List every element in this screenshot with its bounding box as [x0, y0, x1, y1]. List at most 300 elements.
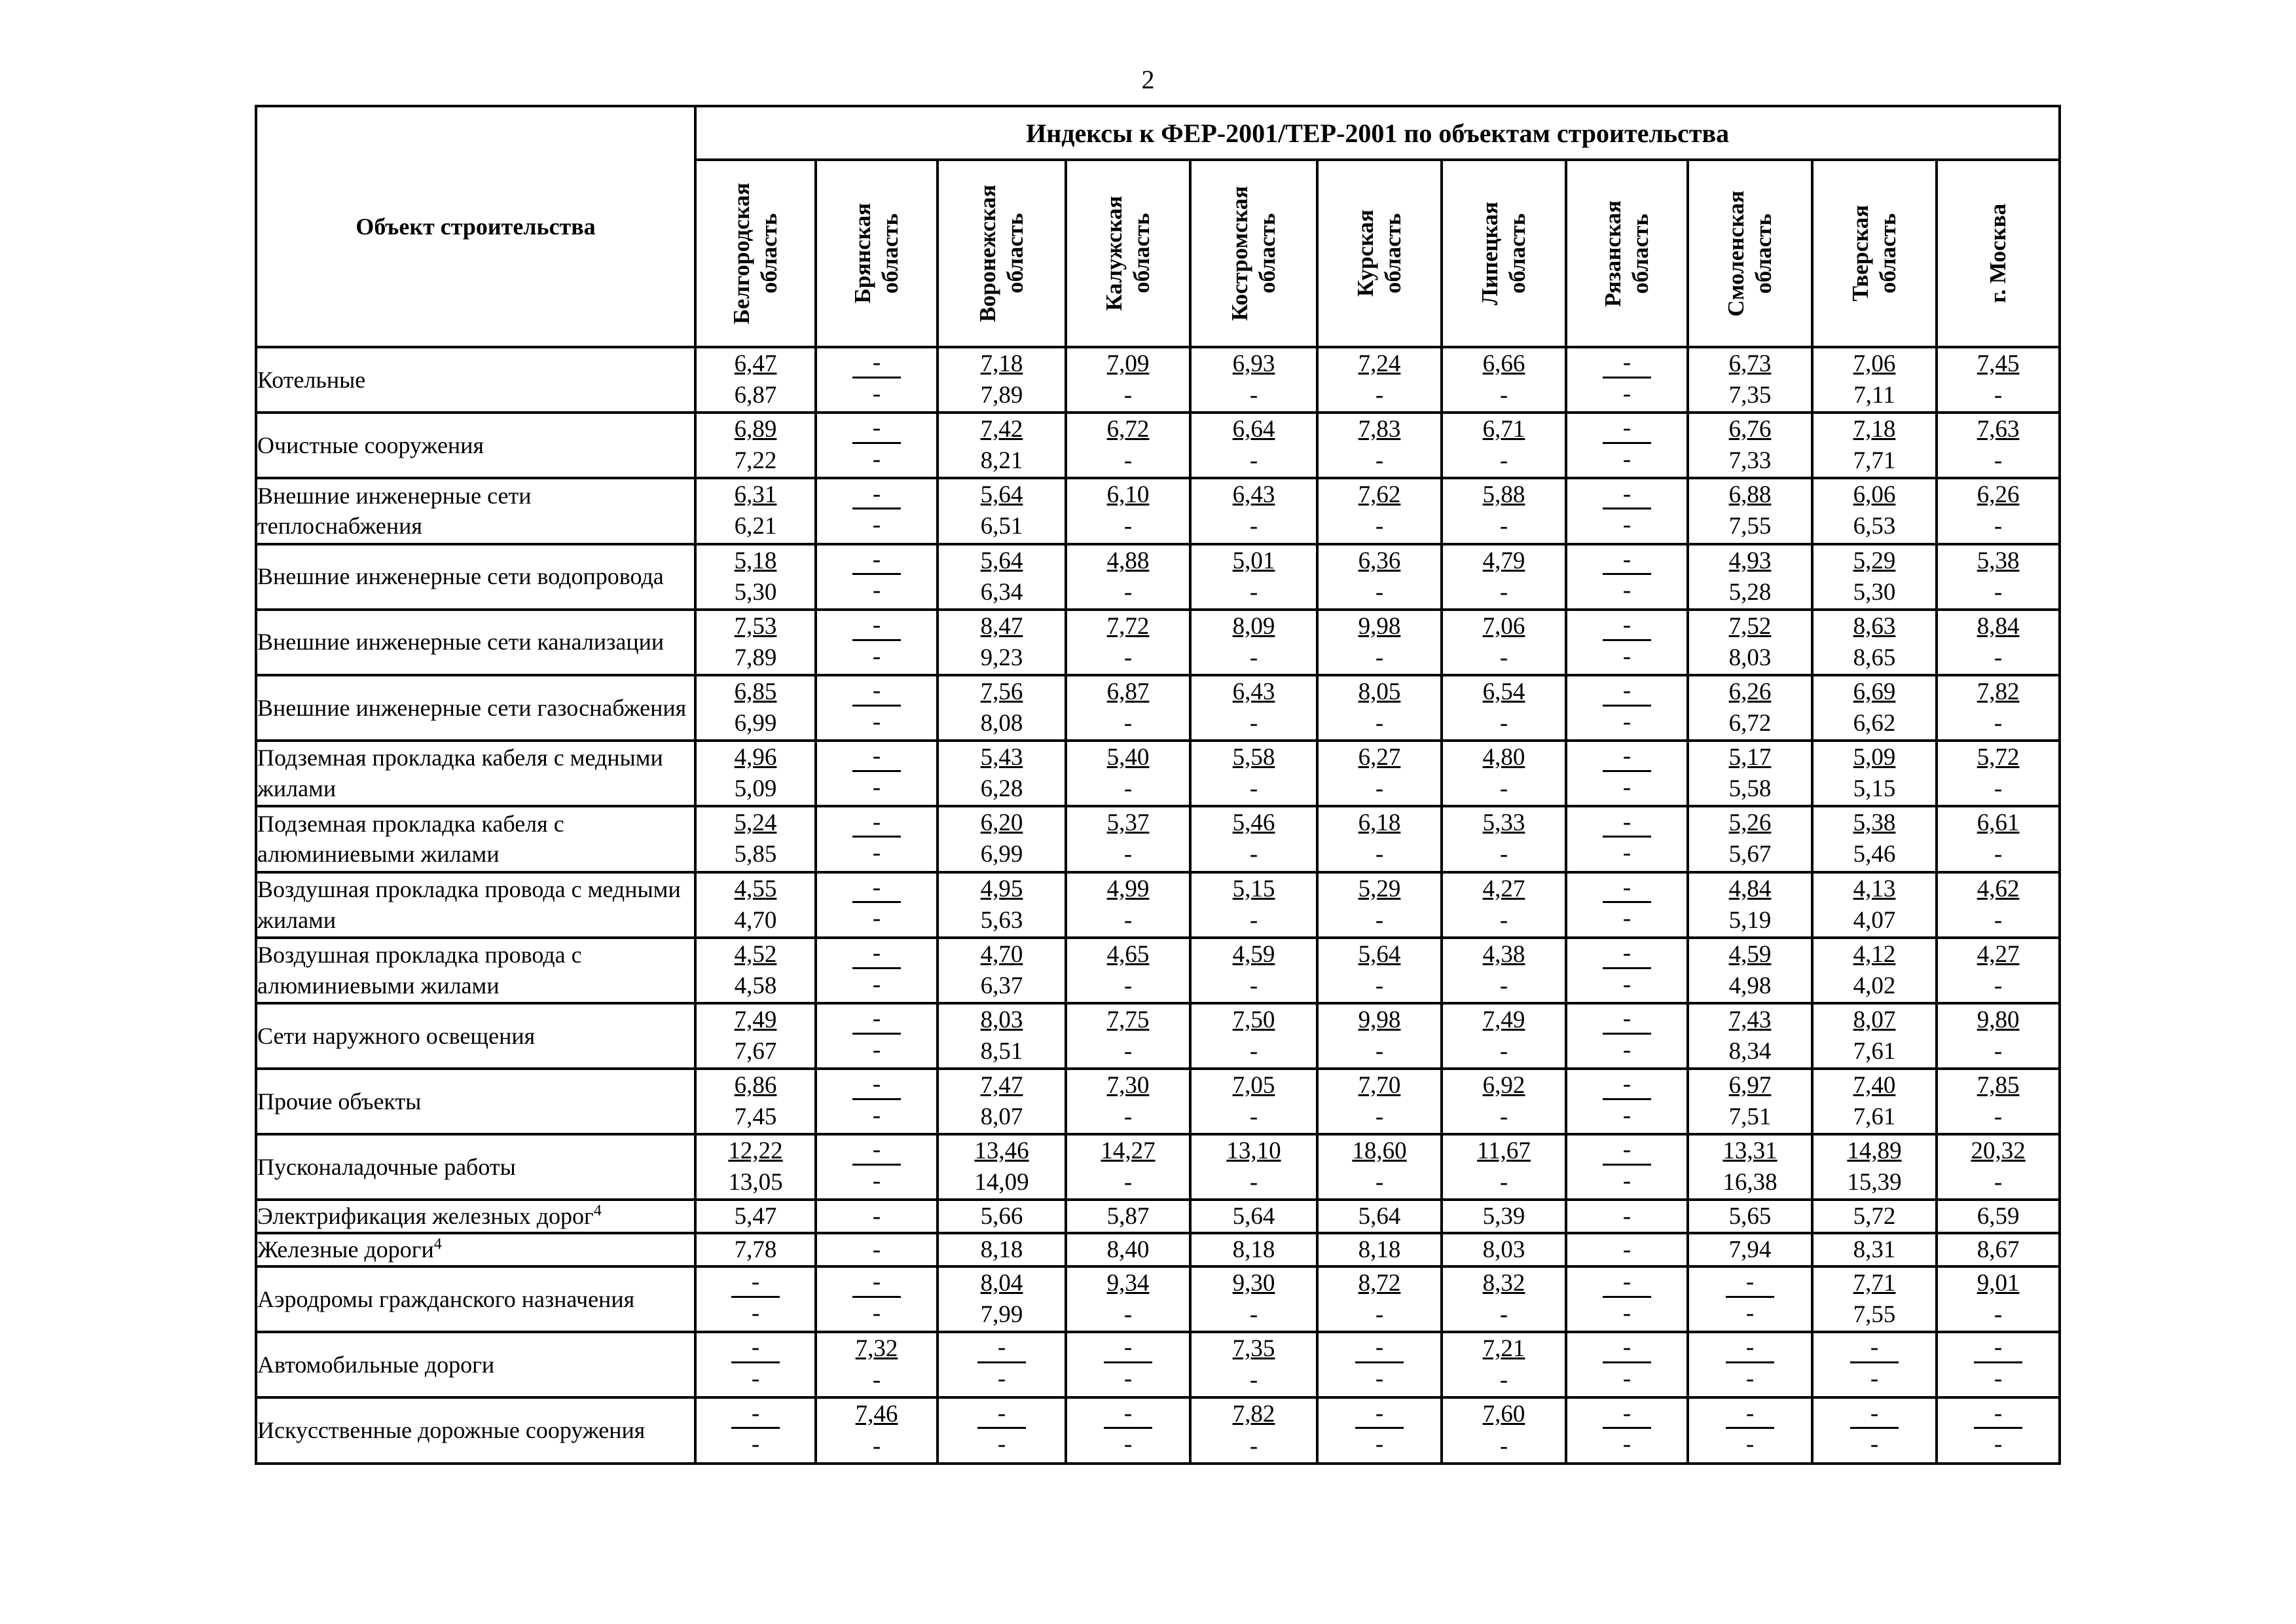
index-current-value: 8,47 — [980, 612, 1023, 640]
footnote-marker: 4 — [593, 1202, 602, 1220]
object-name — [256, 1397, 695, 1463]
index-value-cell — [1190, 741, 1317, 806]
index-value: 7,78 — [734, 1236, 777, 1264]
index-value-cell — [1317, 1069, 1442, 1134]
index-current-value: 7,49 — [734, 1006, 777, 1033]
index-current-value: 8,04 — [980, 1270, 1023, 1297]
index-second-value: - — [1249, 906, 1258, 934]
region-name: Липецкая область — [1477, 201, 1530, 306]
index-value-cell — [695, 347, 816, 413]
index-second-value: 16,38 — [1722, 1169, 1777, 1196]
index-second-value: - — [1375, 841, 1384, 868]
index-current-value: 9,30 — [1232, 1270, 1275, 1297]
index-value-cell — [695, 938, 816, 1003]
index-second-value: - — [1622, 446, 1631, 473]
index-value-cell — [1190, 413, 1317, 478]
index-current-value: 7,32 — [855, 1335, 898, 1363]
index-value-cell — [695, 1397, 816, 1463]
index-current-value: 7,63 — [1977, 416, 2020, 443]
index-current-value: - — [1104, 1335, 1152, 1363]
index-value-cell — [1442, 478, 1566, 544]
index-current-value: 5,64 — [980, 547, 1023, 574]
index-second-value: - — [1994, 513, 2003, 540]
index-value-cell — [1566, 1266, 1688, 1332]
index-second-value: 6,62 — [1853, 710, 1896, 737]
index-current-value: 5,24 — [734, 809, 777, 837]
index-value-cell — [1812, 1332, 1937, 1397]
index-value-cell — [1190, 544, 1317, 610]
index-current-value: - — [731, 1401, 780, 1430]
index-value-cell — [1566, 1134, 1688, 1200]
index-current-value: 6,72 — [1106, 416, 1150, 443]
index-second-value: 6,34 — [980, 578, 1023, 606]
index-second-value: - — [1249, 1432, 1258, 1460]
index-second-value: 8,34 — [1728, 1037, 1772, 1065]
index-value-cell — [1190, 1200, 1317, 1233]
index-value-cell — [1442, 413, 1566, 478]
index-value-cell — [1566, 938, 1688, 1003]
object-name-text: Внешние инженерные сети газоснабжения — [257, 694, 687, 721]
index-second-value: - — [1994, 710, 2003, 737]
index-value-cell — [1442, 1332, 1566, 1397]
index-current-value: 7,30 — [1106, 1072, 1150, 1099]
index-second-value: - — [872, 1036, 881, 1063]
index-value-cell — [1688, 1332, 1812, 1397]
object-name — [256, 1266, 695, 1332]
index-value-cell — [1937, 872, 2060, 938]
object-name-text: Воздушная прокладка провода с медными жилами — [257, 876, 681, 933]
index-value-cell — [1190, 806, 1317, 872]
index-current-value: - — [852, 875, 901, 904]
index-second-value: 8,03 — [1728, 644, 1772, 671]
index-second-value: 8,21 — [980, 447, 1023, 475]
index-value-cell — [695, 1233, 816, 1266]
index-value-cell — [938, 675, 1066, 741]
table-row — [256, 1233, 2060, 1266]
index-second-value: - — [1499, 644, 1508, 671]
index-second-value: 5,15 — [1853, 775, 1896, 803]
index-second-value: - — [997, 1365, 1006, 1393]
index-second-value: - — [1499, 1301, 1508, 1329]
index-current-value: 4,99 — [1106, 875, 1150, 902]
index-current-value: 6,54 — [1482, 678, 1525, 705]
index-second-value: - — [1622, 1431, 1631, 1458]
index-value-cell — [1937, 347, 2060, 413]
region-name: Брянская область — [850, 203, 903, 304]
index-current-value: 6,71 — [1482, 416, 1525, 443]
index-current-value: 5,33 — [1482, 809, 1525, 837]
index-value-cell — [1688, 806, 1812, 872]
object-name-text: Прочие объекты — [257, 1088, 422, 1115]
index-value-cell — [1566, 478, 1688, 544]
index-second-value: 7,45 — [734, 1103, 777, 1131]
index-current-value: 7,47 — [980, 1072, 1023, 1099]
index-current-value: 5,46 — [1232, 809, 1275, 837]
index-current-value: 6,47 — [734, 350, 777, 377]
index-value-cell — [1812, 478, 1937, 544]
index-second-value: - — [1123, 775, 1133, 803]
index-value-cell — [1190, 347, 1317, 413]
index-second-value: - — [1622, 840, 1631, 867]
index-second-value: - — [1994, 578, 2003, 606]
index-value-cell — [1812, 938, 1937, 1003]
index-second-value: - — [1870, 1431, 1879, 1458]
index-current-value: 8,32 — [1482, 1270, 1525, 1297]
index-current-value: 7,60 — [1482, 1401, 1525, 1428]
index-current-value: 7,82 — [1977, 678, 2020, 705]
index-value-cell — [938, 544, 1066, 610]
index-second-value: - — [872, 840, 881, 867]
index-current-value: 13,46 — [974, 1137, 1029, 1165]
index-value-cell — [1317, 1003, 1442, 1069]
index-current-value: 7,43 — [1728, 1006, 1772, 1033]
object-name-text: Аэродромы гражданского назначения — [257, 1285, 635, 1312]
table-row — [256, 1134, 2060, 1200]
index-current-value: - — [852, 415, 901, 444]
index-value-cell — [1190, 872, 1317, 938]
index-current-value: 6,06 — [1853, 481, 1896, 509]
region-column-header — [1442, 160, 1566, 347]
index-value-cell — [1190, 675, 1317, 741]
index-value-cell — [938, 413, 1066, 478]
index-value: 5,39 — [1482, 1203, 1525, 1230]
table-row — [256, 806, 2060, 872]
index-second-value: - — [1249, 382, 1258, 409]
index-value-cell — [1688, 938, 1812, 1003]
index-second-value: - — [1499, 578, 1508, 606]
region-name: Смоленская область — [1723, 190, 1776, 317]
index-current-value: - — [731, 1335, 780, 1363]
index-current-value: 7,85 — [1977, 1072, 2020, 1099]
index-second-value: 7,89 — [980, 382, 1023, 409]
index-current-value: - — [1603, 1269, 1651, 1298]
index-value-cell — [1688, 872, 1812, 938]
index-value-cell — [816, 1134, 938, 1200]
index-value-cell — [1937, 1069, 2060, 1134]
index-current-value: 7,72 — [1106, 612, 1150, 640]
index-second-value: - — [1994, 972, 2003, 999]
index-current-value: 8,05 — [1358, 678, 1401, 705]
index-second-value: - — [1994, 1365, 2003, 1393]
index-current-value: - — [1974, 1401, 2022, 1430]
index-value-cell — [1688, 1069, 1812, 1134]
index-current-value: 14,89 — [1847, 1137, 1902, 1165]
indices-group-header: Индексы к ФЕР-2001/ТЕР-2001 по объектам строительства — [695, 106, 2060, 160]
index-second-value: - — [1123, 906, 1133, 934]
table-row — [256, 1397, 2060, 1463]
index-second-value: - — [1499, 1103, 1508, 1131]
index-second-value: - — [1622, 708, 1631, 735]
index-value-cell — [1566, 347, 1688, 413]
index-second-value: 4,70 — [734, 906, 777, 934]
index-value-cell — [1317, 1134, 1442, 1200]
index-value: 5,47 — [734, 1203, 777, 1230]
index-current-value: 6,43 — [1232, 481, 1275, 509]
index-second-value: 8,51 — [980, 1037, 1023, 1065]
index-value-cell — [695, 1134, 816, 1200]
index-value-cell — [1066, 1266, 1190, 1332]
index-value-cell — [1317, 1200, 1442, 1233]
index-value: - — [872, 1236, 881, 1264]
index-second-value: - — [1249, 841, 1258, 868]
index-second-value: 4,98 — [1728, 972, 1772, 999]
index-current-value: 5,29 — [1358, 875, 1401, 902]
index-second-value: - — [1622, 1036, 1631, 1063]
index-second-value: - — [1499, 382, 1508, 409]
index-value-cell — [1566, 413, 1688, 478]
region-name: Белгородская область — [729, 182, 782, 325]
index-value-cell — [816, 1233, 938, 1266]
index-value: 8,18 — [980, 1236, 1023, 1264]
index-current-value: - — [1603, 350, 1651, 378]
index-current-value: 7,62 — [1358, 481, 1401, 509]
index-value-cell — [1812, 1200, 1937, 1233]
index-current-value: - — [852, 1006, 901, 1035]
index-second-value: 8,07 — [980, 1103, 1023, 1131]
index-current-value: - — [977, 1335, 1026, 1363]
index-value-cell — [695, 675, 816, 741]
index-second-value: - — [1375, 513, 1384, 540]
region-name: Воронежская область — [975, 185, 1028, 322]
index-current-value: 4,38 — [1482, 940, 1525, 968]
index-value-cell — [1937, 938, 2060, 1003]
index-value-cell — [1566, 806, 1688, 872]
object-name-text: Внешние инженерные сети водопровода — [257, 563, 664, 590]
object-name-text: Пусконаладочные работы — [257, 1153, 516, 1180]
index-value-cell — [816, 413, 938, 478]
index-current-value: 6,61 — [1977, 809, 2020, 837]
index-current-value: 6,27 — [1358, 744, 1401, 771]
index-current-value: - — [1603, 612, 1651, 641]
index-second-value: - — [1499, 710, 1508, 737]
index-current-value: - — [852, 1071, 901, 1100]
index-value-cell — [1442, 1200, 1566, 1233]
index-second-value: - — [1870, 1365, 1879, 1393]
object-name-text: Искусственные дорожные сооружения — [257, 1417, 646, 1444]
index-current-value: 7,09 — [1106, 350, 1150, 377]
index-second-value: 7,51 — [1728, 1103, 1772, 1131]
object-name — [256, 675, 695, 741]
index-current-value: 4,12 — [1853, 940, 1896, 968]
index-current-value: - — [852, 1137, 901, 1166]
index-value-cell — [1937, 1332, 2060, 1397]
index-current-value: - — [1726, 1335, 1774, 1363]
index-value-cell — [1812, 1266, 1937, 1332]
index-value: 8,18 — [1232, 1236, 1275, 1264]
region-column-header — [1317, 160, 1442, 347]
index-current-value: 7,06 — [1482, 612, 1525, 640]
index-current-value: - — [1974, 1335, 2022, 1363]
index-value-cell — [938, 1332, 1066, 1397]
object-name-text: Автомобильные дороги — [257, 1351, 495, 1378]
object-name — [256, 938, 695, 1003]
index-second-value: - — [872, 1101, 881, 1129]
index-current-value: 7,40 — [1853, 1072, 1896, 1099]
index-current-value: 4,95 — [980, 875, 1023, 902]
index-value-cell — [1317, 806, 1442, 872]
index-current-value: - — [1603, 415, 1651, 444]
index-current-value: 6,92 — [1482, 1072, 1525, 1099]
index-second-value: 4,58 — [734, 972, 777, 999]
index-second-value: - — [1499, 1367, 1508, 1394]
table-row — [256, 1069, 2060, 1134]
index-current-value: 6,66 — [1482, 350, 1525, 377]
index-value-cell — [816, 806, 938, 872]
index-current-value: 9,01 — [1977, 1270, 2020, 1297]
index-value-cell — [1066, 478, 1190, 544]
index-second-value: - — [1499, 447, 1508, 475]
index-second-value: - — [1375, 644, 1384, 671]
index-value-cell — [1442, 741, 1566, 806]
object-name — [256, 413, 695, 478]
index-second-value: - — [1994, 841, 2003, 868]
index-value-cell — [1688, 1397, 1812, 1463]
index-value-cell — [1937, 1397, 2060, 1463]
index-value-cell — [938, 1003, 1066, 1069]
index-second-value: - — [1994, 1103, 2003, 1131]
index-value-cell — [1190, 1266, 1317, 1332]
table-row — [256, 741, 2060, 806]
index-second-value: - — [1622, 774, 1631, 802]
index-current-value: - — [852, 940, 901, 969]
index-second-value: - — [1499, 841, 1508, 868]
index-second-value: - — [1499, 972, 1508, 999]
index-value-cell — [938, 1397, 1066, 1463]
index-current-value: 6,97 — [1728, 1072, 1772, 1099]
index-current-value: 7,56 — [980, 678, 1023, 705]
index-value-cell — [1442, 938, 1566, 1003]
index-value-cell — [1066, 1069, 1190, 1134]
index-current-value: - — [852, 612, 901, 641]
index-value-cell — [816, 1069, 938, 1134]
index-value-cell — [1442, 1003, 1566, 1069]
index-second-value: - — [1375, 447, 1384, 475]
index-value-cell — [1566, 1233, 1688, 1266]
index-value-cell — [695, 1266, 816, 1332]
index-second-value: - — [751, 1431, 760, 1458]
index-current-value: 7,83 — [1358, 416, 1401, 443]
index-value: 8,31 — [1853, 1236, 1896, 1264]
index-value-cell — [695, 1332, 816, 1397]
index-table — [255, 105, 2061, 1465]
index-second-value: 7,89 — [734, 644, 777, 671]
index-current-value: 6,93 — [1232, 350, 1275, 377]
index-value-cell — [1317, 938, 1442, 1003]
index-value: - — [1622, 1203, 1631, 1230]
index-current-value: 18,60 — [1352, 1137, 1407, 1165]
index-current-value: 4,27 — [1482, 875, 1525, 902]
index-value-cell — [1566, 1200, 1688, 1233]
index-second-value: - — [1249, 1037, 1258, 1065]
index-value-cell — [1937, 1003, 2060, 1069]
index-current-value: 5,01 — [1232, 547, 1275, 574]
index-current-value: 5,43 — [980, 744, 1023, 771]
index-current-value: 7,49 — [1482, 1006, 1525, 1033]
object-name — [256, 1134, 695, 1200]
index-current-value: - — [1603, 1335, 1651, 1363]
index-second-value: 5,19 — [1728, 906, 1772, 934]
index-value-cell — [1688, 347, 1812, 413]
index-second-value: - — [872, 905, 881, 932]
index-second-value: - — [872, 642, 881, 670]
index-current-value: 7,46 — [855, 1401, 898, 1428]
index-second-value: - — [872, 708, 881, 735]
index-current-value: - — [1603, 678, 1651, 707]
index-current-value: 5,38 — [1977, 547, 2020, 574]
index-current-value: 4,79 — [1482, 547, 1525, 574]
index-current-value: 5,72 — [1977, 744, 2020, 771]
index-second-value: - — [1994, 1431, 2003, 1458]
index-value-cell — [1190, 1397, 1317, 1463]
index-current-value: - — [852, 1269, 901, 1298]
index-current-value: 8,84 — [1977, 612, 2020, 640]
index-second-value: - — [1123, 710, 1133, 737]
index-current-value: 6,64 — [1232, 416, 1275, 443]
index-current-value: 5,17 — [1728, 744, 1772, 771]
index-second-value: - — [872, 577, 881, 604]
index-value-cell — [1442, 347, 1566, 413]
index-value-cell — [816, 1397, 938, 1463]
index-second-value: - — [872, 1299, 881, 1327]
index-value: 8,18 — [1358, 1236, 1401, 1264]
index-second-value: 7,11 — [1853, 382, 1895, 409]
index-second-value: 5,58 — [1728, 775, 1772, 803]
index-value-cell — [1442, 1069, 1566, 1134]
index-second-value: - — [872, 1432, 881, 1460]
index-value-cell — [1812, 872, 1937, 938]
index-value-cell — [1442, 806, 1566, 872]
object-name — [256, 544, 695, 610]
index-value-cell — [1190, 478, 1317, 544]
index-value-cell — [1066, 741, 1190, 806]
index-second-value: - — [1622, 380, 1631, 407]
object-name — [256, 1069, 695, 1134]
index-current-value: - — [1355, 1335, 1404, 1363]
index-value-cell — [1066, 1332, 1190, 1397]
index-value-cell — [1688, 1266, 1812, 1332]
index-current-value: 6,85 — [734, 678, 777, 705]
index-second-value: - — [1123, 1103, 1133, 1131]
index-value-cell — [1566, 544, 1688, 610]
index-value-cell — [1937, 1200, 2060, 1233]
object-name-text: Котельные — [257, 366, 366, 393]
index-second-value: - — [1994, 1037, 2003, 1065]
index-value-cell — [1566, 1069, 1688, 1134]
index-current-value: 4,93 — [1728, 547, 1772, 574]
index-value: 5,72 — [1853, 1203, 1896, 1230]
index-second-value: 7,22 — [734, 447, 777, 475]
index-value-cell — [1190, 1003, 1317, 1069]
index-second-value: 14,09 — [974, 1169, 1029, 1196]
index-current-value: - — [852, 350, 901, 378]
index-second-value: - — [1375, 1169, 1384, 1196]
index-value-cell — [938, 610, 1066, 675]
index-current-value: 9,80 — [1977, 1006, 2020, 1033]
region-column-header — [695, 160, 816, 347]
index-current-value: - — [852, 809, 901, 838]
index-current-value: 4,27 — [1977, 940, 2020, 968]
index-second-value: - — [1622, 1101, 1631, 1129]
index-second-value: 7,55 — [1853, 1301, 1896, 1329]
index-current-value: 4,65 — [1106, 940, 1150, 968]
index-value-cell — [1937, 1233, 2060, 1266]
index-value-cell — [1317, 478, 1442, 544]
region-name: Тверская область — [1848, 205, 1901, 302]
index-second-value: 6,87 — [734, 382, 777, 409]
object-name — [256, 806, 695, 872]
index-second-value: - — [1249, 1169, 1258, 1196]
index-current-value: 5,64 — [1358, 940, 1401, 968]
